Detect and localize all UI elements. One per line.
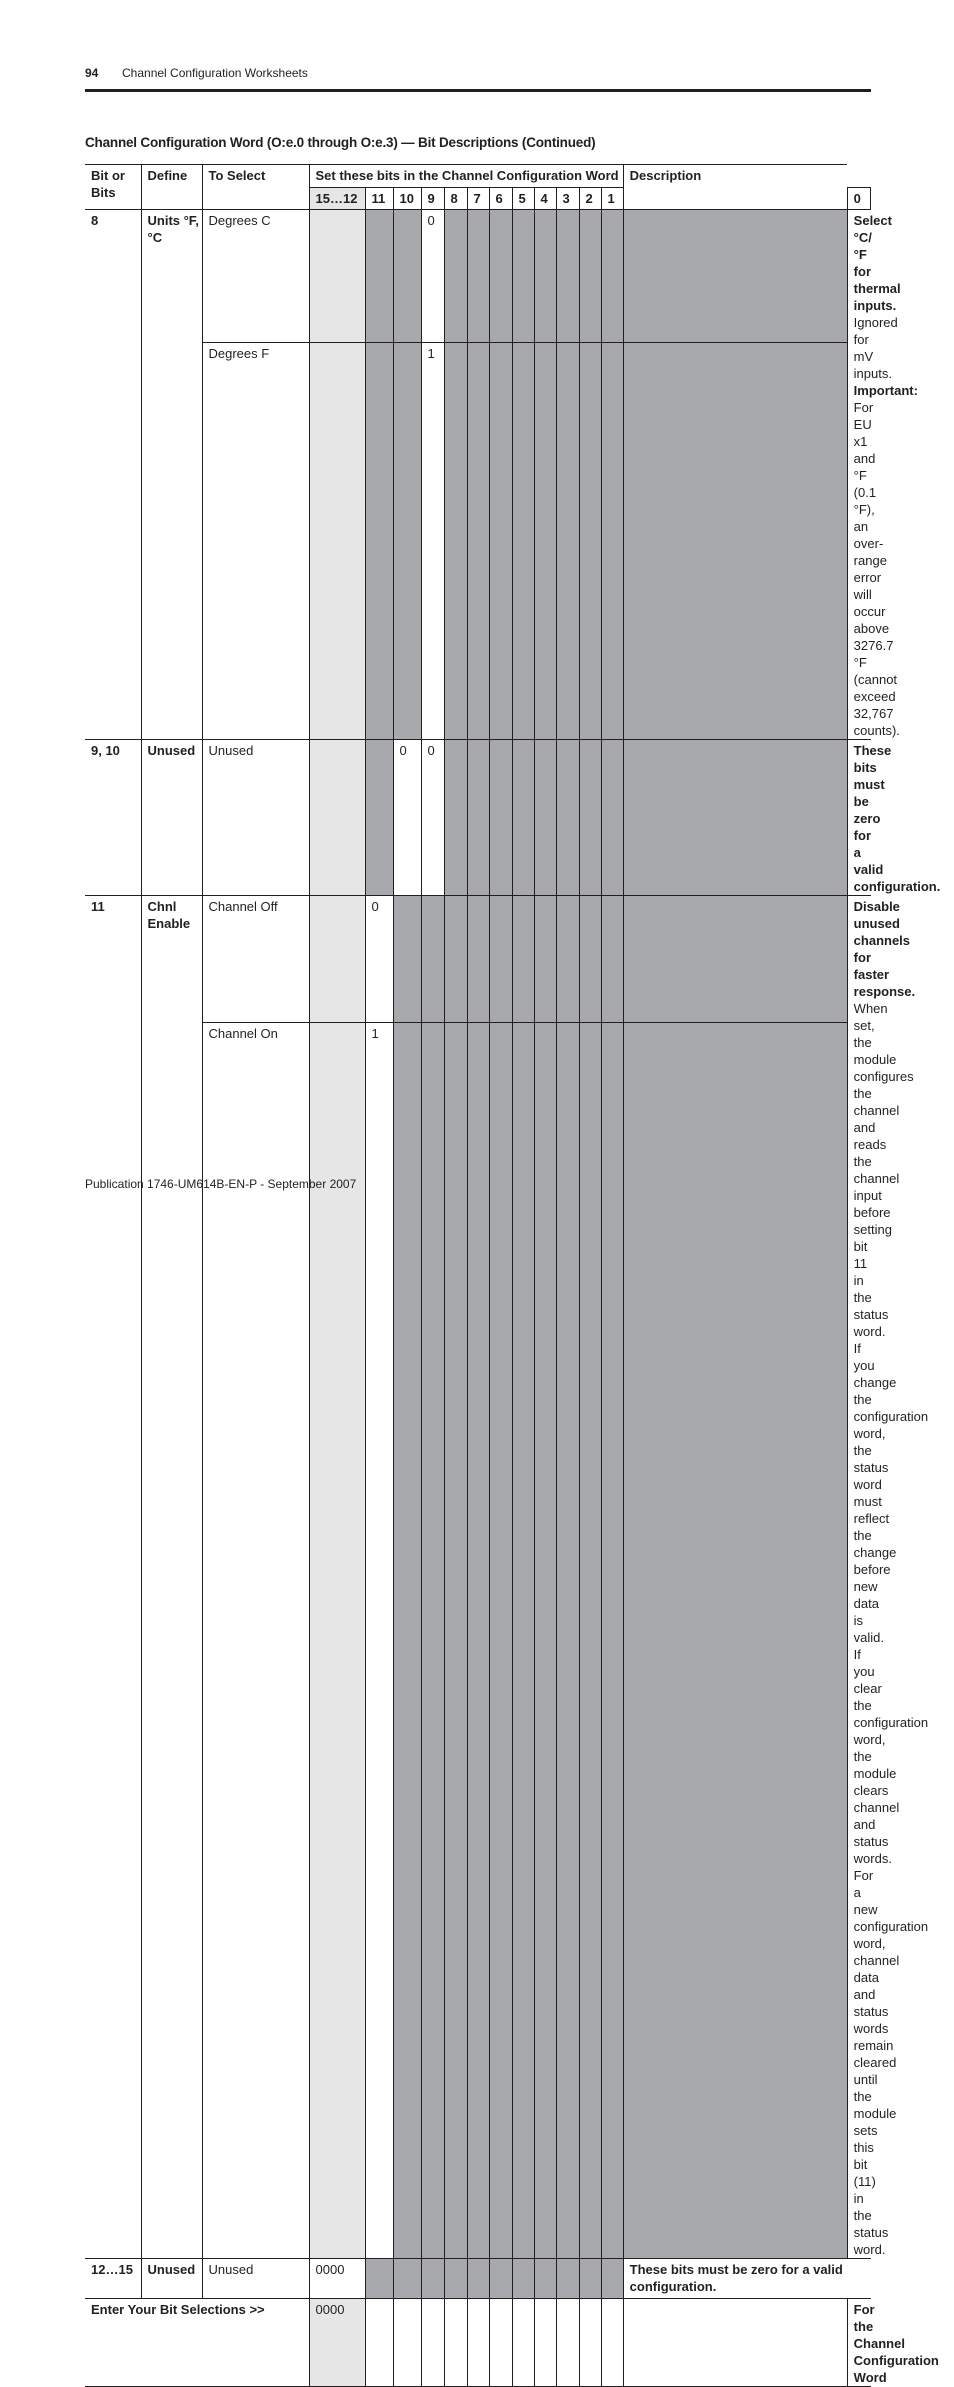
enter-bit-5[interactable] xyxy=(512,2299,534,2387)
enter-bit-0[interactable] xyxy=(623,2299,847,2387)
table-row-unused-12-15 xyxy=(85,2259,871,2299)
enter-bit-8[interactable] xyxy=(444,2299,467,2387)
table-row-chnl-enable-2 xyxy=(85,1023,871,2259)
unused-12-15-define: Unused xyxy=(141,2259,202,2299)
bit-header-8: 8 xyxy=(444,188,467,210)
bit-header-2: 2 xyxy=(579,188,601,210)
bit-header-9: 9 xyxy=(421,188,444,210)
units-option-degrees-f: Degrees F xyxy=(202,342,309,740)
chnl-option-off: Channel Off xyxy=(202,896,309,1023)
units-desc-text2: For EU x1 and °F (0.1 °F), an over-range error will occur above 3276.7 °F (cannot exceed 32,767 counts). xyxy=(853,400,900,738)
chnl-enable-description xyxy=(847,896,929,2259)
header-rule xyxy=(85,89,871,92)
col-header-define: Define xyxy=(141,165,202,210)
bit-header-11: 11 xyxy=(365,188,393,210)
table-row-units-1 xyxy=(85,210,871,343)
enter-description: For the Channel Configuration Word xyxy=(847,2299,870,2387)
table-row-units-2 xyxy=(85,342,871,740)
unused-bit9: 0 xyxy=(421,740,444,896)
bit-header-3: 3 xyxy=(556,188,579,210)
enter-bit-2[interactable] xyxy=(579,2299,601,2387)
bit-descriptions-table xyxy=(85,164,941,2387)
units-desc-text1: Ignored for mV inputs. xyxy=(853,315,898,381)
unused-12-15-option: Unused xyxy=(202,2259,309,2299)
col-header-set-bits: Set these bits in the Channel Configuration Word xyxy=(309,165,623,188)
enter-bit-7[interactable] xyxy=(467,2299,489,2387)
chnl-enable-define: Chnl Enable xyxy=(141,896,202,2259)
page-number: 94 xyxy=(85,66,99,80)
table-row-enter-selections xyxy=(85,2299,871,2387)
publication-footer: Publication 1746-UM614B-EN-P - September 2007 xyxy=(85,1177,357,1191)
col-header-to-select: To Select xyxy=(202,165,309,210)
units-desc-bold: Select °C/°F for thermal inputs. xyxy=(853,213,901,313)
unused-bit10: 0 xyxy=(393,740,421,896)
table-title: Channel Configuration Word (O:e.0 through O:e.3) — Bit Descriptions (Continued) xyxy=(85,135,596,150)
chnl-on-bit11: 1 xyxy=(365,1023,393,2259)
page-header xyxy=(85,66,871,92)
chnl-off-bit11: 0 xyxy=(365,896,393,1023)
unused-9-10-description: These bits must be zero for a valid configuration. xyxy=(847,740,870,896)
chnl-desc-text: When set, the module configures the channel and reads the channel input before setting bit 11 in the status word. If you change the configuration word, the status word must reflect the change before new data is valid. If you clear the configuration word, the module clears channel and status words. For a new configuration word, channel data and status words remain cleared until the module sets this bit (11) in the status word. xyxy=(853,1001,929,2257)
units-define: Units °F, °C xyxy=(141,210,202,740)
table-row-unused-9-10 xyxy=(85,740,871,896)
header-row xyxy=(85,165,871,188)
units-c-bit9: 0 xyxy=(421,210,444,343)
col-header-bits: Bit or Bits xyxy=(85,165,141,210)
unused-12-15-bits: 12…15 xyxy=(85,2259,141,2299)
bit-header-7: 7 xyxy=(467,188,489,210)
enter-bit-4[interactable] xyxy=(534,2299,556,2387)
units-option-degrees-c: Degrees C xyxy=(202,210,309,343)
bit-header-5: 5 xyxy=(512,188,534,210)
units-bits: 8 xyxy=(85,210,141,740)
chnl-option-on: Channel On xyxy=(202,1023,309,2259)
chnl-enable-bits: 11 xyxy=(85,896,141,2259)
bit-header-10: 10 xyxy=(393,188,421,210)
enter-bit-1[interactable] xyxy=(601,2299,623,2387)
chnl-desc-bold: Disable unused channels for faster response. xyxy=(853,899,916,999)
unused-12-15-description: These bits must be zero for a valid configuration. xyxy=(623,2259,847,2299)
table-row-chnl-enable-1 xyxy=(85,896,871,1023)
units-description xyxy=(847,210,918,740)
units-desc-important: Important: xyxy=(853,383,918,398)
unused-bits-15-12: 0000 xyxy=(309,2259,365,2299)
enter-bit-11[interactable] xyxy=(365,2299,393,2387)
bit-header-6: 6 xyxy=(489,188,512,210)
bit-header-1: 1 xyxy=(601,188,623,210)
enter-bits-15-12: 0000 xyxy=(309,2299,365,2387)
bit-header-15-12: 15…12 xyxy=(309,188,365,210)
bit-header-4: 4 xyxy=(534,188,556,210)
enter-selections-label: Enter Your Bit Selections >> xyxy=(85,2299,309,2387)
enter-bit-3[interactable] xyxy=(556,2299,579,2387)
bit-header-0: 0 xyxy=(847,188,870,210)
unused-9-10-option: Unused xyxy=(202,740,309,896)
units-f-bit9: 1 xyxy=(421,342,444,740)
enter-bit-10[interactable] xyxy=(393,2299,421,2387)
unused-9-10-bits: 9, 10 xyxy=(85,740,141,896)
section-title: Channel Configuration Worksheets xyxy=(122,66,308,80)
enter-bit-9[interactable] xyxy=(421,2299,444,2387)
col-header-description: Description xyxy=(623,165,847,210)
unused-9-10-define: Unused xyxy=(141,740,202,896)
enter-bit-6[interactable] xyxy=(489,2299,512,2387)
